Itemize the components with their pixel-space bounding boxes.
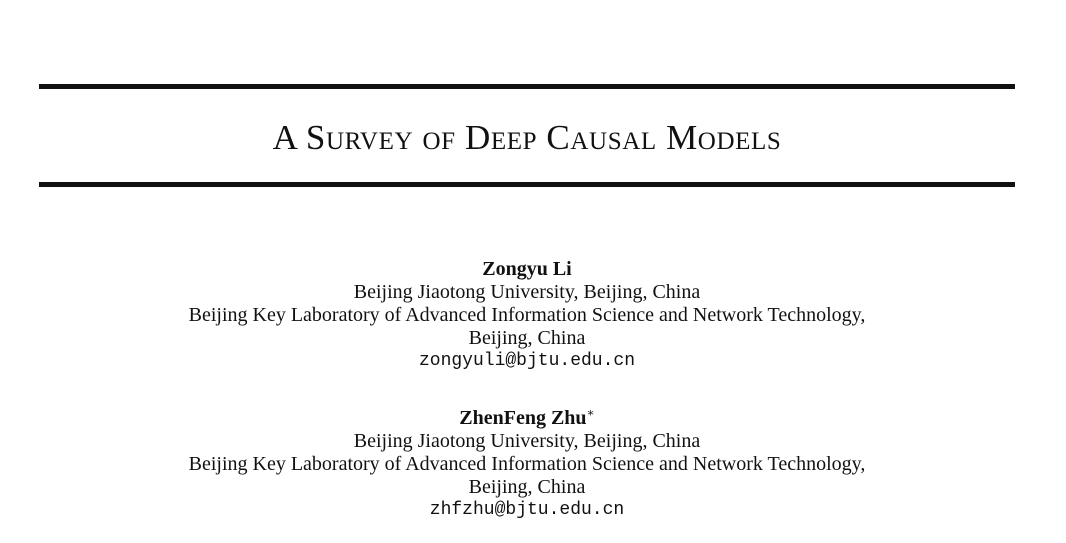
- author-affiliation-1b: Beijing Key Laboratory of Advanced Information Science and Network Technology,: [188, 304, 866, 326]
- title-rule-top: [39, 84, 1015, 89]
- author-block-2: [39, 407, 1015, 522]
- author-marker-2: ∗: [586, 405, 595, 420]
- author-affiliation-2a: Beijing Jiaotong University, Beijing, China: [353, 430, 701, 452]
- paper-title: A Survey of Deep Causal Models: [272, 118, 782, 157]
- author-affiliation-1c: Beijing, China: [468, 327, 586, 349]
- author-affiliation-2b: Beijing Key Laboratory of Advanced Information Science and Network Technology,: [188, 453, 866, 475]
- author-email-2[interactable]: zhfzhu@bjtu.edu.cn: [429, 500, 625, 520]
- author-email-1[interactable]: zongyuli@bjtu.edu.cn: [418, 351, 636, 371]
- author-name-1: Zongyu Li: [482, 258, 572, 280]
- author-affiliation-2c: Beijing, China: [468, 476, 586, 498]
- author-affiliation-1a: Beijing Jiaotong University, Beijing, China: [353, 281, 701, 303]
- author-block-1: [39, 258, 1015, 373]
- author-name-2: ZhenFeng Zhu∗: [459, 405, 595, 429]
- title-rule-bottom: [39, 182, 1015, 187]
